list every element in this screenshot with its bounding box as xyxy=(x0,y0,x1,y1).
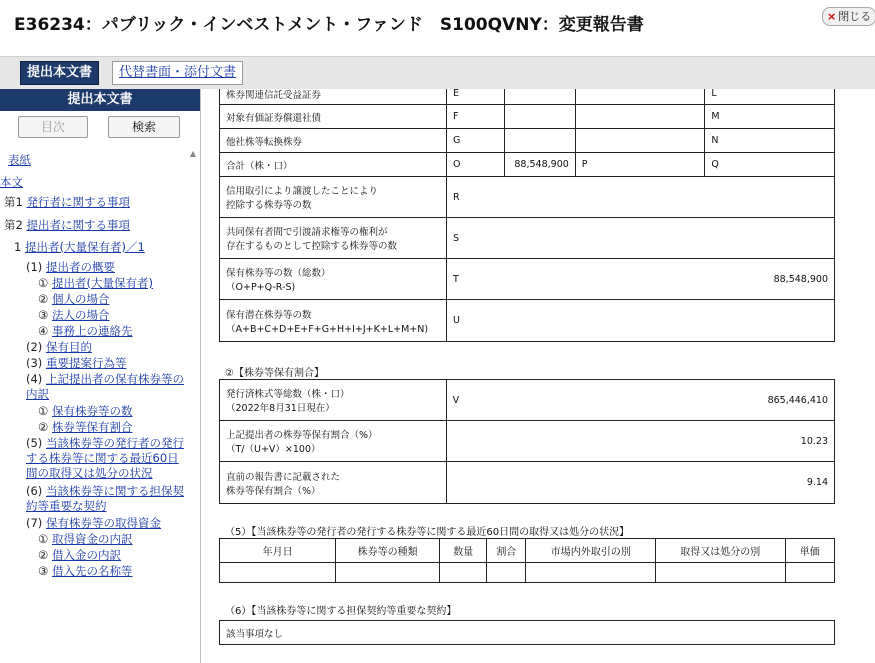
holdings-table xyxy=(219,89,835,342)
row-letter: O xyxy=(446,153,504,177)
sidebar-item-loans[interactable]: ② 借入金の内訳 xyxy=(38,548,121,562)
row-label: 株券関連信託受益証券 xyxy=(220,89,447,105)
contract-table xyxy=(219,620,835,645)
row-value xyxy=(504,89,575,105)
row-letter: S xyxy=(446,218,504,259)
search-button[interactable]: 検索 xyxy=(108,116,180,138)
sidebar-item-breakdown[interactable]: (4) 上記提出者の保有株券等の内訳 xyxy=(26,372,184,401)
table-row xyxy=(220,177,835,218)
tab-main-document[interactable]: 提出本文書 xyxy=(20,61,99,85)
close-label: 閉じる xyxy=(838,10,872,23)
table-row xyxy=(220,621,835,645)
sidebar xyxy=(0,89,201,663)
sidebar-item-purpose[interactable]: (2) 保有目的 xyxy=(26,340,92,354)
row-letter: R xyxy=(446,177,504,218)
row-value xyxy=(504,300,834,342)
row-label: 信用取引により譲渡したことにより 控除する株券等の数 xyxy=(220,177,447,218)
row-value xyxy=(504,105,575,129)
sidebar-item-contracts[interactable]: (6) 当該株券等に関する担保契約等重要な契約 xyxy=(26,484,184,513)
sidebar-item-holder-1[interactable]: 1 提出者(大量保有者)／1 xyxy=(14,240,145,254)
row-value xyxy=(504,177,834,218)
toc-button[interactable]: 目次 xyxy=(18,116,88,138)
row-label: 保有潜在株券等の数 （A+B+C+D+E+F+G+H+I+J+K+L+M+N) xyxy=(220,300,447,342)
sidebar-item-share-count[interactable]: ① 保有株券等の数 xyxy=(38,404,133,418)
row-letter: P xyxy=(575,153,705,177)
sidebar-item-holder[interactable]: ① 提出者(大量保有者) xyxy=(38,276,153,290)
sidebar-item-issuer[interactable]: 第1 発行者に関する事項 xyxy=(4,195,130,209)
sidebar-item-individual[interactable]: ② 個人の場合 xyxy=(38,292,110,306)
sidebar-item-body[interactable]: 本文 xyxy=(0,175,23,189)
close-icon: × xyxy=(827,10,837,23)
column-header: 市場内外取引の別 xyxy=(526,539,656,563)
sidebar-item-lenders[interactable]: ③ 借入先の名称等 xyxy=(38,564,133,578)
table-row xyxy=(220,300,835,342)
row-value xyxy=(504,218,834,259)
row-letter xyxy=(575,105,705,129)
row-letter: V xyxy=(452,394,460,406)
column-header: 割合 xyxy=(487,539,526,563)
row-label: 他社株等転換株券 xyxy=(220,129,447,153)
table-row xyxy=(220,563,835,583)
row-letter xyxy=(575,89,705,105)
row-letter xyxy=(575,129,705,153)
row-value: 10.23 xyxy=(446,421,834,462)
sidebar-item-overview[interactable]: (1) 提出者の概要 xyxy=(26,260,115,274)
sidebar-item-contact[interactable]: ④ 事務上の連絡先 xyxy=(38,324,133,338)
table-row xyxy=(220,89,835,105)
sidebar-item-submitter[interactable]: 第2 提出者に関する事項 xyxy=(4,218,130,232)
column-header: 年月日 xyxy=(220,539,336,563)
table-row xyxy=(220,105,835,129)
row-value-cell xyxy=(446,380,834,421)
row-label: 発行済株式等総数（株・口） （2022年8月31日現在） xyxy=(220,380,447,421)
sidebar-item-proposals[interactable]: (3) 重要提案行為等 xyxy=(26,356,127,370)
sidebar-item-funds[interactable]: (7) 保有株券等の取得資金 xyxy=(26,516,161,530)
table-row xyxy=(220,462,835,504)
scroll-up-icon[interactable]: ▲ xyxy=(189,149,196,158)
table-row xyxy=(220,129,835,153)
acquisition-table xyxy=(219,538,835,583)
row-label: 直前の報告書に記載された 株券等保有割合（%） xyxy=(220,462,447,504)
row-letter: E xyxy=(446,89,504,105)
close-button[interactable] xyxy=(822,7,875,26)
sidebar-heading: 提出本文書 xyxy=(0,89,200,111)
acquisition-heading: （5）【当該株券等の発行者の発行する株券等に関する最近60日間の取得又は処分の状況】 xyxy=(225,527,630,538)
holding-ratio-table xyxy=(219,379,835,504)
row-value: 88,548,900 xyxy=(504,259,834,300)
table-header-row xyxy=(220,539,835,563)
ratio-heading: ②【株券等保有割合】 xyxy=(225,368,324,379)
column-header: 単価 xyxy=(785,539,834,563)
row-label: 保有株券等の数（総数） （O+P+Q-R-S) xyxy=(220,259,447,300)
sidebar-buttons xyxy=(0,111,200,141)
document-header xyxy=(0,0,875,57)
sidebar-item-acquisitions[interactable]: (5) 当該株券等の発行者の発行する株券等に関する最近60日間の取得又は処分の状況 xyxy=(26,436,184,480)
row-value: 9.14 xyxy=(446,462,834,504)
row-label: 共同保有者間で引渡請求権等の権利が 存在するものとして控除する株券等の数 xyxy=(220,218,447,259)
sidebar-item-funds-breakdown[interactable]: ① 取得資金の内訳 xyxy=(38,532,133,546)
row-label: 上記提出者の株券等保有割合（%） （T/（U+V）×100） xyxy=(220,421,447,462)
row-letter: T xyxy=(446,259,504,300)
tab-attachments[interactable]: 代替書面・添付文書 xyxy=(112,61,243,85)
row-label: 対象有価証券償還社債 xyxy=(220,105,447,129)
row-value: 88,548,900 xyxy=(504,153,575,177)
column-header: 株券等の種類 xyxy=(336,539,440,563)
table-row xyxy=(220,153,835,177)
sidebar-item-cover[interactable]: 表紙 xyxy=(8,153,31,167)
sidebar-item-holding-ratio[interactable]: ② 株券等保有割合 xyxy=(38,420,133,434)
row-letter: F xyxy=(446,105,504,129)
column-header: 数量 xyxy=(440,539,487,563)
row-label: 合計（株・口） xyxy=(220,153,447,177)
row-value xyxy=(504,129,575,153)
table-row xyxy=(220,421,835,462)
row-letter: N xyxy=(705,129,835,153)
row-value: 865,446,410 xyxy=(767,394,828,406)
table-row xyxy=(220,218,835,259)
row-letter: Q xyxy=(705,153,835,177)
table-row xyxy=(220,259,835,300)
tab-bar xyxy=(0,57,875,89)
document-title: E36234：パブリック・インベストメント・ファンド S100QVNY：変更報告書 xyxy=(14,15,644,35)
table-row xyxy=(220,380,835,421)
row-letter: U xyxy=(446,300,504,342)
row-letter: L xyxy=(705,89,835,105)
row-letter: G xyxy=(446,129,504,153)
column-header: 取得又は処分の別 xyxy=(656,539,786,563)
row-letter: M xyxy=(705,105,835,129)
contract-value: 該当事項なし xyxy=(220,621,835,645)
sidebar-item-corporation[interactable]: ③ 法人の場合 xyxy=(38,308,110,322)
contract-heading: （6）【当該株券等に関する担保契約等重要な契約】 xyxy=(225,606,457,617)
document-body xyxy=(201,89,875,663)
